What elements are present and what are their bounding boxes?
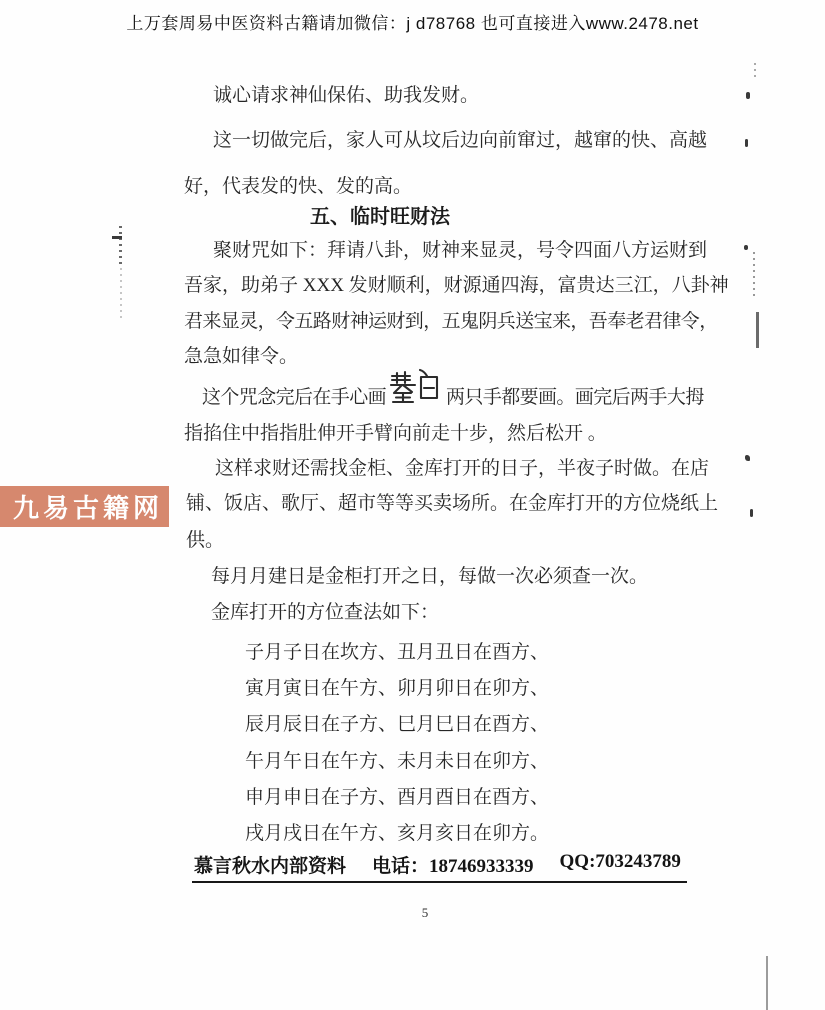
direction-list-item: 辰月辰日在子方、巳月巳日在酉方、 <box>245 714 550 735</box>
body-line: 供。 <box>186 530 225 551</box>
direction-list-item: 申月申日在子方、酉月酉日在酉方、 <box>245 787 550 808</box>
scan-artifact <box>745 455 750 461</box>
page-header-text: 上万套周易中医资料古籍请加微信：j d78768 也可直接进入www.2478.net <box>126 14 699 33</box>
scan-artifact <box>745 139 748 147</box>
body-line: 指掐住中指指肚伸开手臂向前走十步，然后松开 。 <box>184 423 607 444</box>
section-heading: 五、临时旺财法 <box>310 206 450 228</box>
body-line: 这一切做完后，家人可从坟后边向前窜过，越窜的快、高越 <box>213 130 708 151</box>
direction-list-item: 戌月戌日在午方、亥月亥日在卯方。 <box>245 823 550 844</box>
direction-list-item: 午月午日在午方、未月未日在卯方、 <box>245 751 550 772</box>
footer-phone: 电话：18746933339 <box>372 856 534 877</box>
talisman-symbol-icon <box>390 368 440 410</box>
scan-artifact <box>744 245 748 250</box>
body-line: 吾家，助弟子 XXX 发财顺利，财源通四海，富贵达三江，八卦神 <box>184 275 729 296</box>
body-line-segment: 这个咒念完后在手心画 <box>202 387 387 408</box>
body-line: 诚心请求神仙保佑、助我发财。 <box>213 85 480 106</box>
watermark-text: 九易古籍网 <box>13 494 164 523</box>
body-line: 铺、饭店、歌厅、超市等等买卖场所。在金库打开的方位烧纸上 <box>186 493 719 514</box>
scan-artifact <box>119 226 122 264</box>
scan-artifact <box>120 268 122 320</box>
footer-qq: QQ:703243789 <box>559 851 681 872</box>
body-line: 急急如律令。 <box>184 346 299 367</box>
body-line: 这样求财还需找金柜、金库打开的日子，半夜子时做。在店 <box>215 458 710 479</box>
body-line-with-symbol <box>202 364 704 408</box>
body-line: 金库打开的方位查法如下： <box>211 602 440 623</box>
scan-artifact <box>750 509 753 517</box>
body-line: 好，代表发的快、发的高。 <box>184 176 413 197</box>
watermark-badge <box>0 486 169 527</box>
footer-contact-line <box>192 851 687 883</box>
direction-list-item: 子月子日在坎方、丑月丑日在酉方、 <box>245 642 550 663</box>
scan-artifact <box>746 92 750 99</box>
direction-list-item: 寅月寅日在午方、卯月卯日在卯方、 <box>245 678 550 699</box>
footer-source-label: 慕言秋水内部资料 <box>194 856 347 877</box>
scan-artifact <box>756 312 759 348</box>
scan-artifact <box>754 63 756 77</box>
body-line: 聚财咒如下：拜请八卦，财神来显灵，号令四面八方运财到 <box>213 240 708 261</box>
page-number: 5 <box>421 905 429 920</box>
body-line-segment: 两只手都要画。画完后两手大拇 <box>446 387 704 408</box>
scan-artifact <box>766 956 768 1010</box>
body-line: 每月月建日是金柜打开之日，每做一次必须查一次。 <box>211 566 649 587</box>
body-line: 君来显灵，令五路财神运财到，五鬼阴兵送宝来，吾奉老君律令， <box>184 311 718 332</box>
scan-artifact <box>753 252 755 300</box>
